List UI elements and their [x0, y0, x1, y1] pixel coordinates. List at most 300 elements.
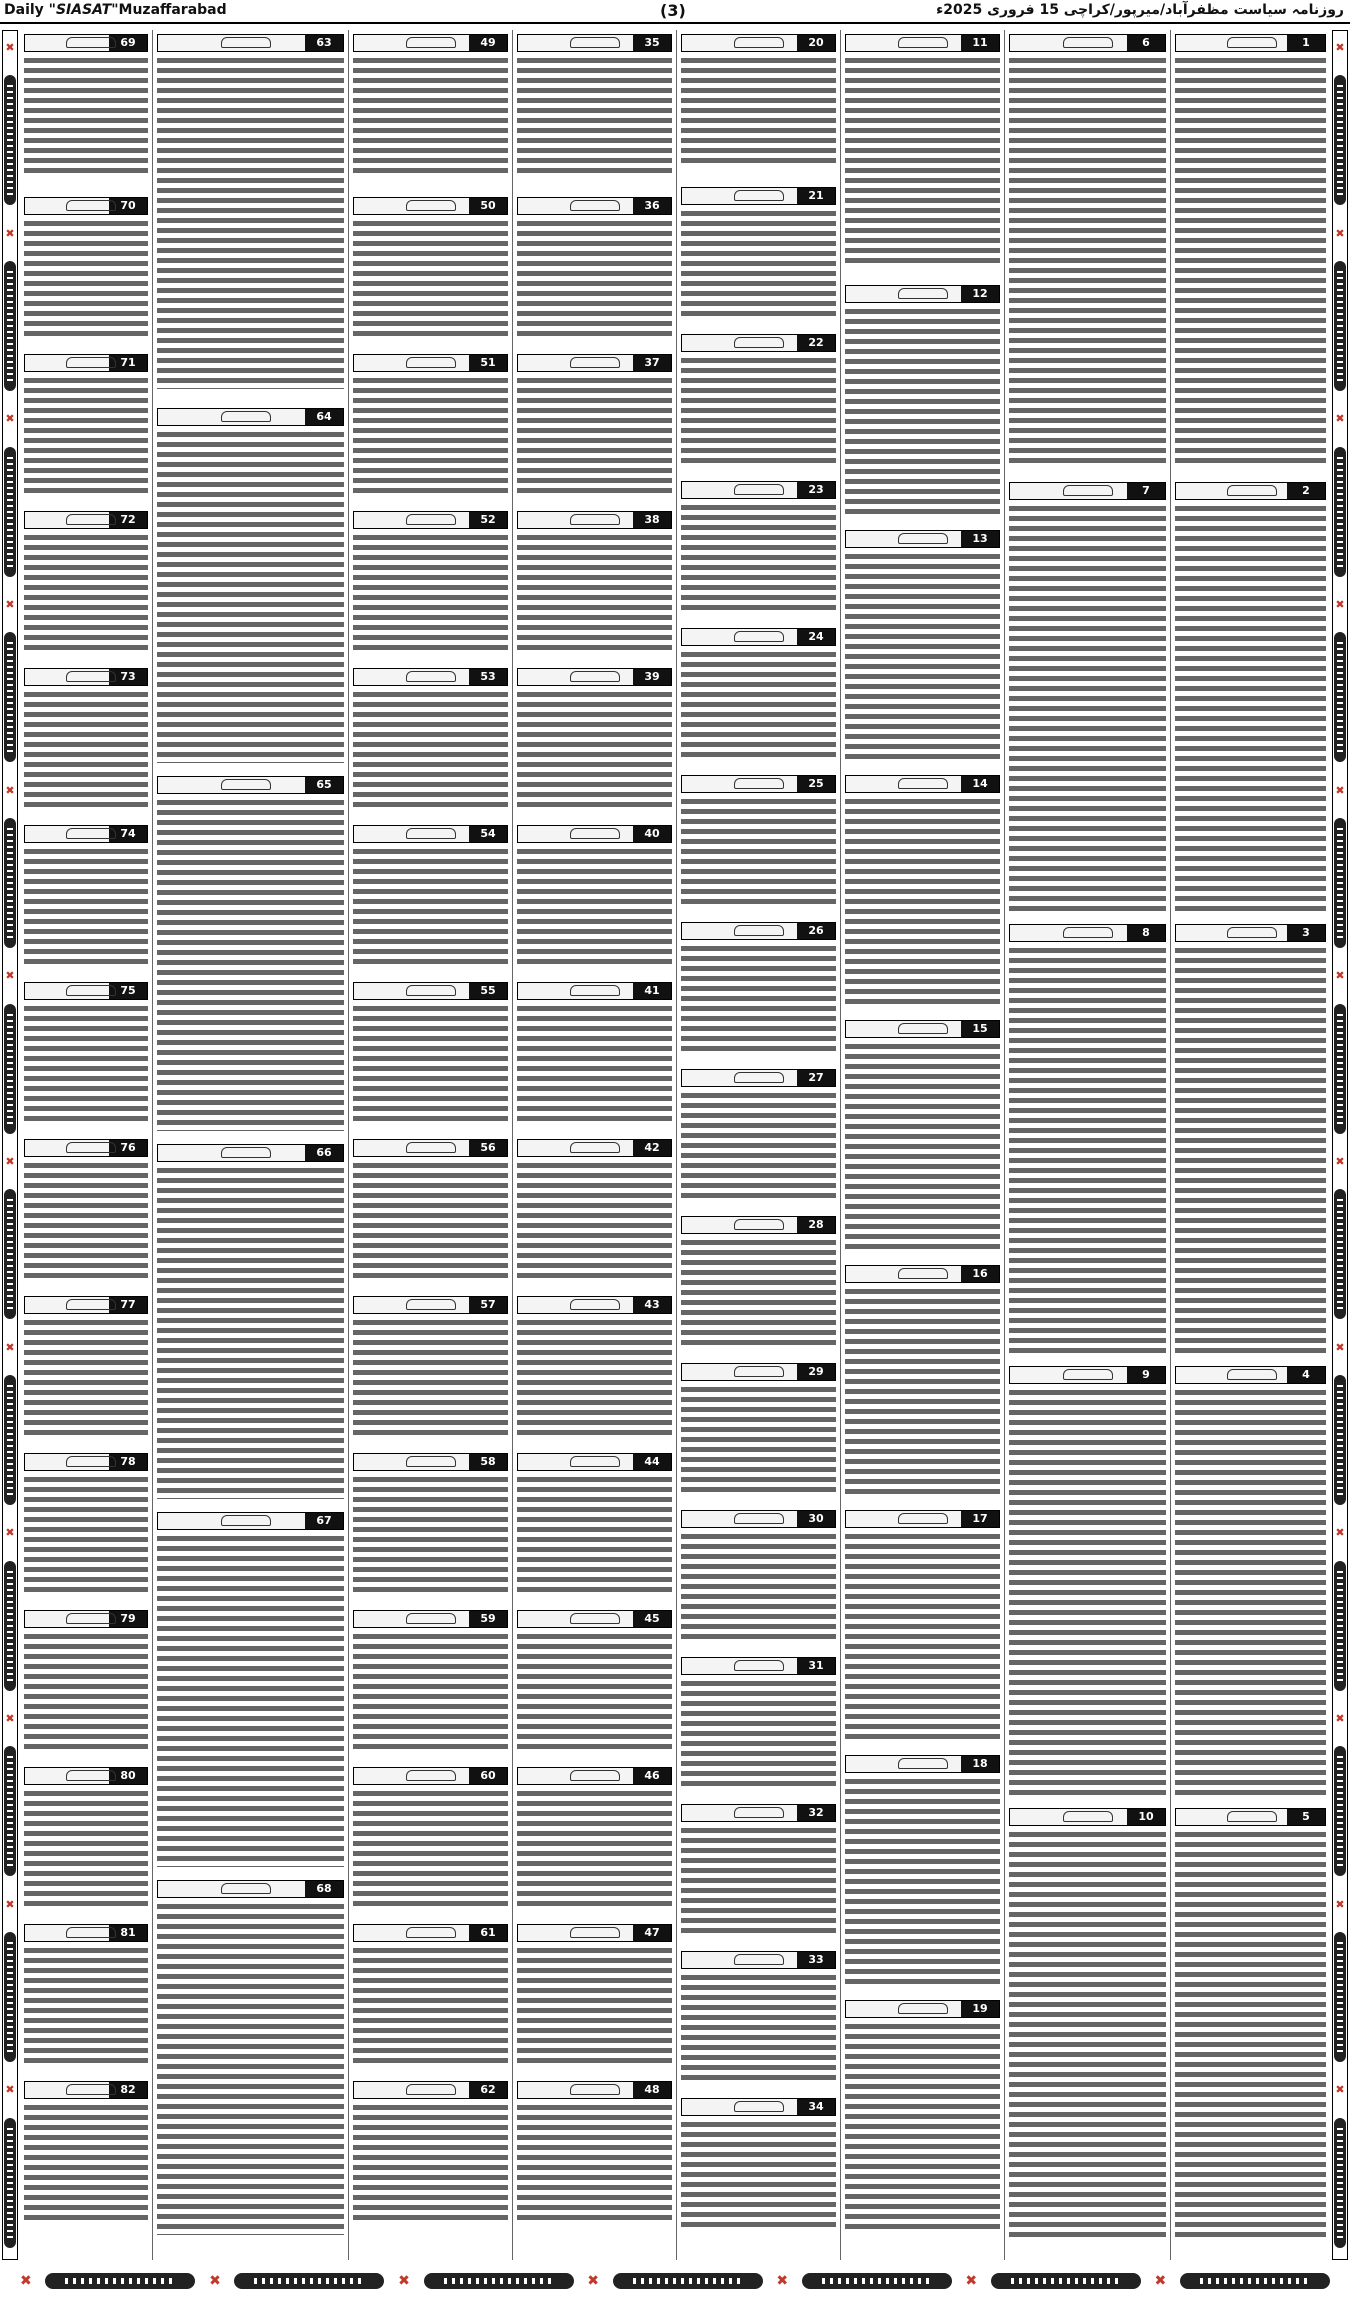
siasat-footer-logo-icon — [802, 2273, 952, 2289]
siasat-logo-icon — [570, 1142, 620, 1153]
article-text-block — [681, 1384, 836, 1497]
news-item — [24, 2081, 148, 2225]
article-text-block — [681, 649, 836, 762]
article-text-block — [1175, 945, 1326, 1353]
news-item — [517, 1453, 672, 1597]
item-header — [517, 1767, 672, 1785]
siasat-ribbon-logo-icon — [4, 1932, 16, 2062]
item-header — [517, 825, 672, 843]
star-ornament-icon: ✖ — [1335, 412, 1345, 426]
article-text-block — [517, 1003, 672, 1126]
item-header — [24, 34, 148, 52]
siasat-logo-icon — [570, 1299, 620, 1310]
footer-strip — [20, 2268, 1330, 2294]
item-header — [24, 1924, 148, 1942]
news-item — [24, 982, 148, 1126]
news-item — [24, 197, 148, 341]
masthead-date: روزنامہ سیاست مظفرآباد/میرپور/کراچی 15 فروری 2025ء — [936, 2, 1344, 18]
item-number: 37 — [633, 355, 671, 371]
siasat-logo-icon — [898, 37, 948, 48]
news-item — [517, 2081, 672, 2225]
star-ornament-icon: ✖ — [1335, 1155, 1345, 1169]
article-text-block — [1175, 1387, 1326, 1795]
news-item — [353, 1610, 508, 1754]
article-text-block — [353, 1003, 508, 1126]
news-item — [845, 1510, 1000, 1742]
article-text-block — [157, 1901, 344, 2235]
siasat-logo-icon — [66, 1613, 116, 1624]
item-header — [681, 2098, 836, 2116]
siasat-logo-icon — [570, 2084, 620, 2095]
article-text-block — [517, 1631, 672, 1754]
article-text-block — [353, 1317, 508, 1440]
siasat-ribbon-logo-icon — [1334, 2118, 1346, 2248]
star-ornament-icon: ✖ — [5, 598, 15, 612]
item-header — [845, 1265, 1000, 1283]
siasat-logo-icon — [734, 1072, 784, 1083]
item-number: 66 — [305, 1145, 343, 1161]
siasat-logo-icon — [1063, 37, 1113, 48]
item-number: 29 — [797, 1364, 835, 1380]
siasat-logo-icon — [406, 357, 456, 368]
item-number: 56 — [469, 1140, 507, 1156]
news-item — [517, 1924, 672, 2068]
article-text-block — [24, 1788, 148, 1911]
news-item — [157, 1880, 344, 2235]
item-header — [1175, 1366, 1326, 1384]
item-number: 61 — [469, 1925, 507, 1941]
item-header — [353, 982, 508, 1000]
news-item — [353, 2081, 508, 2225]
siasat-ribbon-logo-icon — [4, 1375, 16, 1505]
article-text-block — [353, 689, 508, 812]
item-number: 69 — [109, 35, 147, 51]
siasat-ribbon-logo-icon — [1334, 1561, 1346, 1691]
siasat-ribbon-logo-icon — [4, 1561, 16, 1691]
news-item — [353, 511, 508, 655]
news-item — [681, 628, 836, 762]
item-header — [353, 1296, 508, 1314]
siasat-logo-icon — [1063, 927, 1113, 938]
news-item — [24, 1610, 148, 1754]
siasat-ribbon-logo-icon — [1334, 1189, 1346, 1319]
news-item — [1009, 1808, 1166, 2237]
article-text-block — [517, 1317, 672, 1440]
siasat-logo-icon — [66, 357, 116, 368]
article-text-block — [517, 1474, 672, 1597]
news-item — [845, 2000, 1000, 2232]
masthead-brand: SIASAT — [55, 2, 112, 18]
item-header — [1009, 1808, 1166, 1826]
news-item — [24, 1453, 148, 1597]
news-item — [24, 511, 148, 655]
item-number: 3 — [1287, 925, 1325, 941]
news-column — [676, 30, 840, 2260]
item-number: 40 — [633, 826, 671, 842]
news-item — [1009, 34, 1166, 463]
news-item — [1175, 482, 1326, 911]
siasat-ribbon-logo-icon — [4, 1746, 16, 1876]
siasat-logo-icon — [66, 828, 116, 839]
siasat-logo-icon — [66, 1927, 116, 1938]
item-header — [1009, 482, 1166, 500]
article-text-block — [24, 689, 148, 812]
item-number: 46 — [633, 1768, 671, 1784]
item-number: 15 — [961, 1021, 999, 1037]
siasat-logo-icon — [570, 37, 620, 48]
news-item — [681, 1216, 836, 1350]
item-number: 19 — [961, 2001, 999, 2017]
masthead-left — [4, 2, 227, 18]
news-item — [681, 334, 836, 468]
star-ornament-icon: ✖ — [5, 1340, 15, 1354]
article-text-block — [157, 429, 344, 763]
siasat-logo-icon — [406, 985, 456, 996]
star-ornament-icon: ✖ — [1335, 226, 1345, 240]
news-item — [681, 1363, 836, 1497]
article-text-block — [1175, 1829, 1326, 2237]
news-item — [845, 34, 1000, 266]
item-header — [517, 197, 672, 215]
item-header — [517, 668, 672, 686]
item-number: 21 — [797, 188, 835, 204]
item-header — [353, 354, 508, 372]
siasat-ribbon-logo-icon — [4, 2118, 16, 2248]
siasat-footer-logo-icon — [234, 2273, 384, 2289]
siasat-logo-icon — [66, 1770, 116, 1781]
item-header — [517, 511, 672, 529]
item-number: 6 — [1127, 35, 1165, 51]
siasat-logo-icon — [734, 190, 784, 201]
item-header — [353, 1139, 508, 1157]
article-text-block — [517, 1945, 672, 2068]
siasat-footer-logo-icon — [45, 2273, 195, 2289]
news-column — [512, 30, 676, 2260]
item-number: 1 — [1287, 35, 1325, 51]
item-number: 22 — [797, 335, 835, 351]
news-item — [845, 775, 1000, 1007]
siasat-logo-icon — [1227, 37, 1277, 48]
item-header — [1175, 34, 1326, 52]
news-item — [353, 825, 508, 969]
siasat-logo-icon — [570, 1770, 620, 1781]
article-text-block — [681, 208, 836, 321]
siasat-ribbon-logo-icon — [4, 1189, 16, 1319]
item-header — [1175, 482, 1326, 500]
item-header — [24, 2081, 148, 2099]
siasat-logo-icon — [734, 337, 784, 348]
item-number: 14 — [961, 776, 999, 792]
siasat-logo-icon — [898, 1513, 948, 1524]
siasat-logo-icon — [570, 357, 620, 368]
item-header — [157, 34, 344, 52]
article-text-block — [353, 846, 508, 969]
item-header — [353, 34, 508, 52]
item-header — [681, 1069, 836, 1087]
siasat-logo-icon — [734, 1660, 784, 1671]
news-item — [24, 34, 148, 178]
article-text-block — [845, 1776, 1000, 1987]
siasat-logo-icon — [406, 1299, 456, 1310]
siasat-ribbon-logo-icon — [1334, 818, 1346, 948]
item-header — [1009, 924, 1166, 942]
item-number: 38 — [633, 512, 671, 528]
item-number: 77 — [109, 1297, 147, 1313]
item-number: 64 — [305, 409, 343, 425]
news-column — [1170, 30, 1330, 2260]
article-text-block — [845, 796, 1000, 1007]
item-header — [681, 628, 836, 646]
star-ornament-icon: ✖ — [1335, 969, 1345, 983]
star-ornament-icon: ✖ — [965, 2273, 978, 2289]
siasat-logo-icon — [734, 1513, 784, 1524]
news-item — [517, 1767, 672, 1911]
article-text-block — [517, 375, 672, 498]
siasat-logo-icon — [406, 671, 456, 682]
item-header — [845, 1020, 1000, 1038]
item-header — [845, 530, 1000, 548]
siasat-ribbon-logo-icon — [1334, 1932, 1346, 2062]
siasat-logo-icon — [406, 1770, 456, 1781]
item-header — [157, 408, 344, 426]
masthead-prefix: Daily " — [4, 2, 56, 18]
siasat-logo-icon — [734, 1954, 784, 1965]
item-number: 68 — [305, 1881, 343, 1897]
star-ornament-icon: ✖ — [1335, 1526, 1345, 1540]
siasat-logo-icon — [1227, 927, 1277, 938]
article-text-block — [157, 1165, 344, 1499]
siasat-footer-logo-icon — [991, 2273, 1141, 2289]
news-item — [681, 922, 836, 1056]
star-ornament-icon: ✖ — [209, 2273, 221, 2289]
item-number: 45 — [633, 1611, 671, 1627]
siasat-ribbon-logo-icon — [1334, 75, 1346, 205]
siasat-logo-icon — [406, 1456, 456, 1467]
article-text-block — [24, 218, 148, 341]
article-text-block — [353, 55, 508, 178]
news-item — [517, 1139, 672, 1283]
star-ornament-icon: ✖ — [5, 1897, 15, 1911]
news-item — [681, 2098, 836, 2232]
item-header — [517, 354, 672, 372]
news-item — [845, 285, 1000, 517]
article-text-block — [517, 218, 672, 341]
news-item — [353, 34, 508, 178]
article-text-block — [517, 1788, 672, 1911]
article-text-block — [157, 55, 344, 389]
item-number: 54 — [469, 826, 507, 842]
siasat-logo-icon — [570, 1927, 620, 1938]
siasat-logo-icon — [221, 1883, 271, 1894]
news-item — [353, 197, 508, 341]
item-header — [681, 1804, 836, 1822]
right-ribbon — [1332, 30, 1348, 2260]
news-item — [517, 825, 672, 969]
siasat-logo-icon — [734, 778, 784, 789]
item-header — [845, 1755, 1000, 1773]
item-number: 28 — [797, 1217, 835, 1233]
item-header — [1175, 1808, 1326, 1826]
item-header — [353, 668, 508, 686]
item-header — [681, 1657, 836, 1675]
article-text-block — [353, 1631, 508, 1754]
item-number: 65 — [305, 777, 343, 793]
item-number: 24 — [797, 629, 835, 645]
article-text-block — [353, 1474, 508, 1597]
siasat-logo-icon — [898, 288, 948, 299]
siasat-ribbon-logo-icon — [4, 261, 16, 391]
news-item — [24, 354, 148, 498]
article-text-block — [24, 375, 148, 498]
item-header — [681, 481, 836, 499]
siasat-ribbon-logo-icon — [4, 447, 16, 577]
news-item — [353, 1139, 508, 1283]
siasat-logo-icon — [1063, 1811, 1113, 1822]
masthead — [0, 0, 1350, 24]
item-number: 43 — [633, 1297, 671, 1313]
article-text-block — [681, 796, 836, 909]
siasat-logo-icon — [1227, 485, 1277, 496]
article-text-block — [24, 1945, 148, 2068]
item-header — [353, 1767, 508, 1785]
item-header — [24, 1610, 148, 1628]
item-number: 71 — [109, 355, 147, 371]
star-ornament-icon: ✖ — [5, 1526, 15, 1540]
news-item — [845, 1265, 1000, 1497]
item-header — [24, 982, 148, 1000]
item-number: 20 — [797, 35, 835, 51]
item-header — [517, 34, 672, 52]
item-header — [24, 1296, 148, 1314]
news-item — [1009, 924, 1166, 1353]
siasat-logo-icon — [1063, 485, 1113, 496]
news-item — [517, 1610, 672, 1754]
news-item — [1175, 1366, 1326, 1795]
article-text-block — [681, 1531, 836, 1644]
item-number: 17 — [961, 1511, 999, 1527]
star-ornament-icon: ✖ — [1335, 1340, 1345, 1354]
news-item — [681, 481, 836, 615]
siasat-ribbon-logo-icon — [4, 632, 16, 762]
news-item — [157, 1144, 344, 1499]
item-number: 67 — [305, 1513, 343, 1529]
siasat-ribbon-logo-icon — [4, 818, 16, 948]
item-number: 60 — [469, 1768, 507, 1784]
item-header — [353, 1453, 508, 1471]
item-number: 48 — [633, 2082, 671, 2098]
item-header — [681, 187, 836, 205]
star-ornament-icon: ✖ — [1335, 1897, 1345, 1911]
news-item — [157, 776, 344, 1131]
item-header — [517, 1924, 672, 1942]
siasat-logo-icon — [406, 2084, 456, 2095]
article-text-block — [681, 55, 836, 168]
siasat-logo-icon — [66, 1456, 116, 1467]
article-text-block — [517, 532, 672, 655]
news-item — [24, 825, 148, 969]
item-number: 7 — [1127, 483, 1165, 499]
star-ornament-icon: ✖ — [776, 2273, 789, 2289]
item-number: 32 — [797, 1805, 835, 1821]
article-text-block — [681, 1678, 836, 1791]
news-item — [157, 408, 344, 763]
star-ornament-icon: ✖ — [1335, 783, 1345, 797]
item-number: 59 — [469, 1611, 507, 1627]
siasat-logo-icon — [570, 985, 620, 996]
news-item — [1009, 1366, 1166, 1795]
article-text-block — [353, 1945, 508, 2068]
article-text-block — [845, 551, 1000, 762]
news-column — [1004, 30, 1170, 2260]
item-header — [24, 1139, 148, 1157]
news-item — [353, 982, 508, 1126]
article-text-block — [845, 1531, 1000, 1742]
item-number: 39 — [633, 669, 671, 685]
item-number: 13 — [961, 531, 999, 547]
siasat-logo-icon — [734, 631, 784, 642]
star-ornament-icon: ✖ — [5, 783, 15, 797]
item-header — [681, 1951, 836, 1969]
item-number: 57 — [469, 1297, 507, 1313]
item-number: 50 — [469, 198, 507, 214]
star-ornament-icon: ✖ — [1335, 598, 1345, 612]
item-number: 44 — [633, 1454, 671, 1470]
siasat-logo-icon — [406, 200, 456, 211]
item-number: 76 — [109, 1140, 147, 1156]
item-header — [681, 1363, 836, 1381]
article-text-block — [1175, 503, 1326, 911]
star-ornament-icon: ✖ — [5, 226, 15, 240]
item-number: 30 — [797, 1511, 835, 1527]
article-text-block — [681, 1825, 836, 1938]
news-item — [681, 34, 836, 168]
news-item — [353, 1767, 508, 1911]
news-item — [845, 1755, 1000, 1987]
article-text-block — [681, 2119, 836, 2232]
item-header — [157, 1880, 344, 1898]
item-header — [517, 2081, 672, 2099]
siasat-ribbon-logo-icon — [4, 1004, 16, 1134]
item-number: 26 — [797, 923, 835, 939]
siasat-logo-icon — [406, 828, 456, 839]
news-columns — [20, 30, 1330, 2260]
article-text-block — [24, 1474, 148, 1597]
item-header — [157, 776, 344, 794]
news-item — [24, 1296, 148, 1440]
siasat-logo-icon — [66, 37, 116, 48]
news-item — [1175, 924, 1326, 1353]
siasat-ribbon-logo-icon — [1334, 261, 1346, 391]
item-number: 5 — [1287, 1809, 1325, 1825]
siasat-logo-icon — [734, 925, 784, 936]
star-ornament-icon: ✖ — [20, 2273, 32, 2289]
item-header — [24, 511, 148, 529]
item-header — [845, 2000, 1000, 2018]
article-text-block — [517, 1160, 672, 1283]
siasat-ribbon-logo-icon — [1334, 1375, 1346, 1505]
siasat-logo-icon — [898, 778, 948, 789]
item-header — [845, 1510, 1000, 1528]
item-number: 34 — [797, 2099, 835, 2115]
item-number: 9 — [1127, 1367, 1165, 1383]
item-number: 23 — [797, 482, 835, 498]
item-header — [1009, 34, 1166, 52]
item-header — [353, 825, 508, 843]
news-item — [1009, 482, 1166, 911]
article-text-block — [517, 846, 672, 969]
item-number: 33 — [797, 1952, 835, 1968]
siasat-logo-icon — [570, 200, 620, 211]
